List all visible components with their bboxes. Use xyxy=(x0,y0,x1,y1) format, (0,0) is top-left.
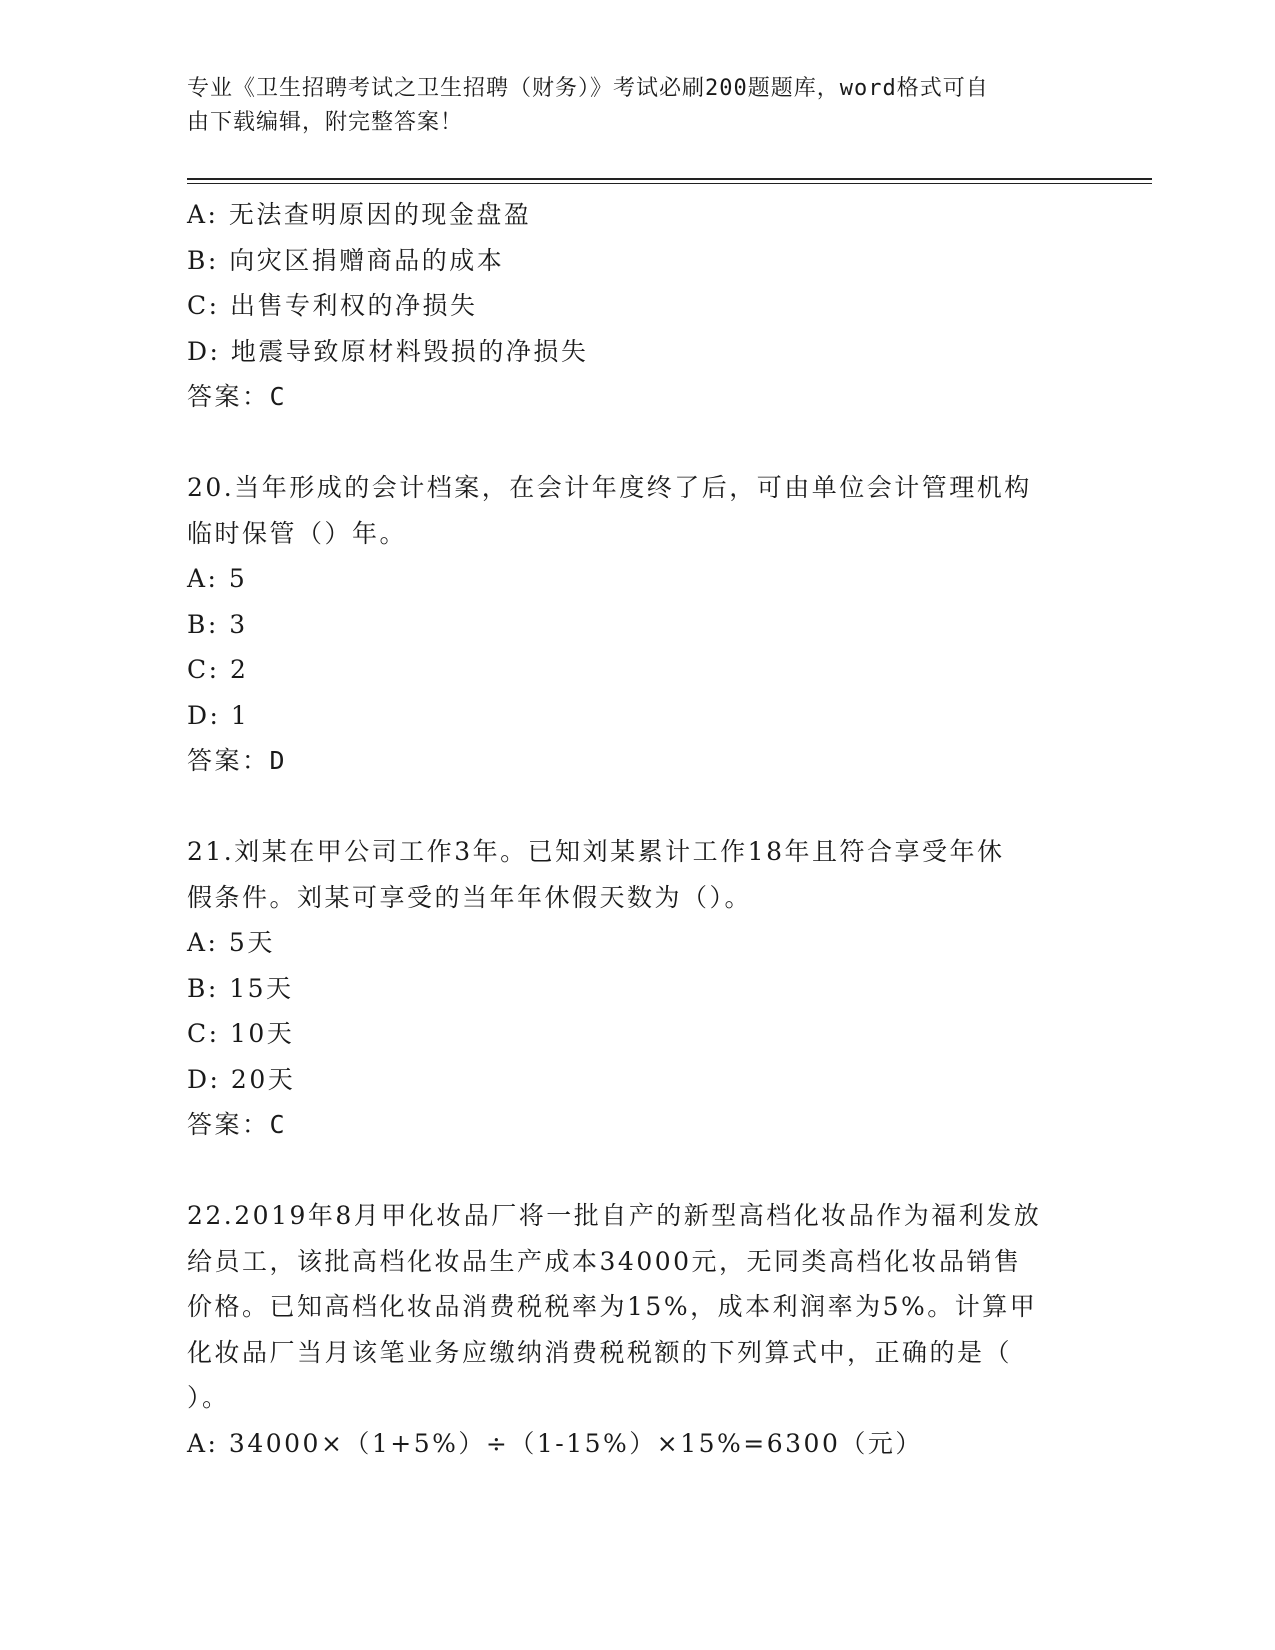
question-text-line: 化妆品厂当月该笔业务应缴纳消费税税额的下列算式中，正确的是（ xyxy=(187,1337,1013,1367)
document-body xyxy=(187,192,1087,1466)
option-b: B: 3 xyxy=(187,609,248,639)
answer-line xyxy=(187,374,1087,420)
document-header xyxy=(187,72,1067,140)
question-text-line: 22.2019年8月甲化妆品厂将一批自产的新型高档化妆品作为福利发放 xyxy=(187,1201,1042,1230)
spacer xyxy=(187,784,1087,830)
option-c: C: 2 xyxy=(187,655,249,684)
answer-line xyxy=(187,738,1087,784)
option-d: D: 20天 xyxy=(187,1064,296,1094)
option-a: A: 无法查明原因的现金盘盈 xyxy=(187,200,532,229)
question-text-line: 价格。已知高档化妆品消费税税率为15%，成本利润率为5%。计算甲 xyxy=(187,1292,1038,1321)
option-a: A: 5 xyxy=(187,564,248,593)
header-line-1: 专业《卫生招聘考试之卫生招聘（财务）》考试必刷200题题库，word格式可自 xyxy=(187,76,989,101)
answer-value: C xyxy=(269,382,288,411)
option-c: C: 10天 xyxy=(187,1019,295,1048)
spacer xyxy=(187,420,1087,466)
question-20 xyxy=(187,465,1087,784)
question-19 xyxy=(187,192,1087,420)
question-text-line: 给员工，该批高档化妆品生产成本34000元，无同类高档化妆品销售 xyxy=(187,1246,1022,1276)
question-text-line: ）。 xyxy=(187,1383,230,1412)
question-text-line: 假条件。刘某可享受的当年年休假天数为（）。 xyxy=(187,882,753,912)
option-b: B: 15天 xyxy=(187,973,294,1003)
answer-line xyxy=(187,1102,1087,1148)
answer-label: 答案： xyxy=(187,382,270,411)
question-22 xyxy=(187,1193,1087,1466)
option-c: C: 出售专利权的净损失 xyxy=(187,291,478,320)
option-a: A: 5天 xyxy=(187,928,275,957)
header-divider-thick xyxy=(187,178,1152,180)
option-d: D: 地震导致原材料毁损的净损失 xyxy=(187,336,589,366)
answer-value: D xyxy=(269,746,288,775)
answer-label: 答案： xyxy=(187,1110,270,1139)
header-line-2: 由下载编辑，附完整答案！ xyxy=(187,110,464,135)
question-text-line: 20.当年形成的会计档案，在会计年度终了后，可由单位会计管理机构 xyxy=(187,473,1032,502)
header-divider-thin xyxy=(187,183,1152,184)
question-21 xyxy=(187,829,1087,1148)
spacer xyxy=(187,1148,1087,1194)
answer-label: 答案： xyxy=(187,746,270,775)
option-d: D: 1 xyxy=(187,700,250,730)
question-text-line: 21.刘某在甲公司工作3年。已知刘某累计工作18年且符合享受年休 xyxy=(187,837,1005,866)
option-a: A: 34000×（1+5%）÷（1-15%）×15%=6300（元） xyxy=(187,1428,923,1458)
option-b: B: 向灾区捐赠商品的成本 xyxy=(187,245,505,275)
answer-value: C xyxy=(269,1110,288,1139)
question-text-line: 临时保管（）年。 xyxy=(187,518,408,548)
